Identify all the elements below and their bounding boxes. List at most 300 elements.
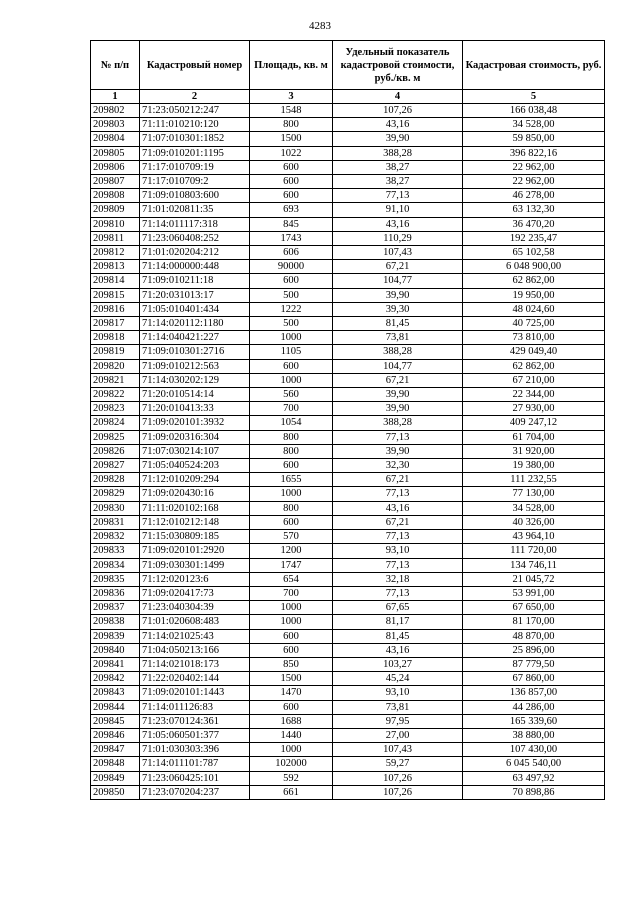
cell-cadastral-number: 71:22:020402:144 (140, 672, 250, 686)
column-header-unit-rate: Удельный показатель кадастровой стоимости, руб./кв. м (333, 41, 463, 90)
cell-cadastral-value: 111 232,55 (463, 473, 605, 487)
cell-unit-rate: 73,81 (333, 331, 463, 345)
table-row (91, 700, 605, 714)
cell-index: 209838 (91, 615, 140, 629)
table-row (91, 743, 605, 757)
cell-index: 209837 (91, 601, 140, 615)
cell-cadastral-number: 71:05:060501:377 (140, 728, 250, 742)
cell-area: 570 (250, 530, 333, 544)
cell-cadastral-number: 71:14:011126:83 (140, 700, 250, 714)
cell-index: 209845 (91, 714, 140, 728)
cell-unit-rate: 81,45 (333, 629, 463, 643)
cell-unit-rate: 67,21 (333, 373, 463, 387)
cell-cadastral-number: 71:14:021018:173 (140, 657, 250, 671)
table-row (91, 260, 605, 274)
cell-cadastral-value: 53 991,00 (463, 586, 605, 600)
cell-index: 209827 (91, 459, 140, 473)
cell-index: 209847 (91, 743, 140, 757)
cell-cadastral-value: 134 746,11 (463, 558, 605, 572)
cell-cadastral-number: 71:14:040421:227 (140, 331, 250, 345)
cell-cadastral-number: 71:14:030202:129 (140, 373, 250, 387)
cell-area: 661 (250, 785, 333, 799)
table-row (91, 558, 605, 572)
cell-cadastral-number: 71:12:010209:294 (140, 473, 250, 487)
table-row (91, 132, 605, 146)
cell-unit-rate: 81,17 (333, 615, 463, 629)
page-number: 4283 (309, 20, 331, 32)
cell-area: 600 (250, 160, 333, 174)
cell-unit-rate: 77,13 (333, 558, 463, 572)
table-header-row (91, 41, 605, 90)
cell-cadastral-number: 71:23:070124:361 (140, 714, 250, 728)
cell-unit-rate: 39,90 (333, 402, 463, 416)
cell-index: 209804 (91, 132, 140, 146)
cell-cadastral-value: 6 045 540,00 (463, 757, 605, 771)
cell-index: 209839 (91, 629, 140, 643)
cell-index: 209811 (91, 231, 140, 245)
cell-index: 209803 (91, 118, 140, 132)
cell-unit-rate: 97,95 (333, 714, 463, 728)
cell-cadastral-value: 22 344,00 (463, 388, 605, 402)
column-number-5: 5 (463, 90, 605, 104)
cell-unit-rate: 43,16 (333, 643, 463, 657)
cell-cadastral-value: 40 725,00 (463, 317, 605, 331)
cell-area: 500 (250, 288, 333, 302)
cell-cadastral-number: 71:23:060425:101 (140, 771, 250, 785)
cell-cadastral-value: 63 497,92 (463, 771, 605, 785)
cell-unit-rate: 38,27 (333, 175, 463, 189)
cell-area: 1548 (250, 104, 333, 118)
cell-area: 1222 (250, 302, 333, 316)
table-row (91, 657, 605, 671)
cell-unit-rate: 107,26 (333, 771, 463, 785)
cell-cadastral-number: 71:09:020101:1443 (140, 686, 250, 700)
cell-area: 1000 (250, 331, 333, 345)
cell-cadastral-number: 71:23:060408:252 (140, 231, 250, 245)
cell-unit-rate: 43,16 (333, 118, 463, 132)
table-row (91, 771, 605, 785)
cell-cadastral-number: 71:05:010401:434 (140, 302, 250, 316)
cell-area: 600 (250, 459, 333, 473)
cell-unit-rate: 32,30 (333, 459, 463, 473)
cell-cadastral-value: 62 862,00 (463, 274, 605, 288)
cell-index: 209813 (91, 260, 140, 274)
cell-unit-rate: 67,21 (333, 515, 463, 529)
cell-cadastral-number: 71:01:030303:396 (140, 743, 250, 757)
cell-unit-rate: 77,13 (333, 189, 463, 203)
cell-cadastral-number: 71:09:010212:563 (140, 359, 250, 373)
cell-cadastral-value: 87 779,50 (463, 657, 605, 671)
cell-unit-rate: 104,77 (333, 274, 463, 288)
cell-cadastral-value: 396 822,16 (463, 146, 605, 160)
cell-index: 209848 (91, 757, 140, 771)
cell-cadastral-number: 71:23:040304:39 (140, 601, 250, 615)
table-row (91, 672, 605, 686)
cell-area: 1688 (250, 714, 333, 728)
cell-cadastral-value: 409 247,12 (463, 416, 605, 430)
cell-area: 1500 (250, 132, 333, 146)
cell-index: 209820 (91, 359, 140, 373)
cell-unit-rate: 43,16 (333, 217, 463, 231)
cell-unit-rate: 93,10 (333, 544, 463, 558)
table-row (91, 515, 605, 529)
cell-index: 209823 (91, 402, 140, 416)
cell-cadastral-number: 71:12:010212:148 (140, 515, 250, 529)
cell-unit-rate: 59,27 (333, 757, 463, 771)
table-row (91, 728, 605, 742)
cell-area: 845 (250, 217, 333, 231)
cell-index: 209834 (91, 558, 140, 572)
cell-cadastral-value: 22 962,00 (463, 160, 605, 174)
cell-cadastral-value: 36 470,20 (463, 217, 605, 231)
cell-unit-rate: 103,27 (333, 657, 463, 671)
cell-area: 693 (250, 203, 333, 217)
cell-area: 800 (250, 430, 333, 444)
cell-area: 1000 (250, 601, 333, 615)
cell-cadastral-number: 71:07:030214:107 (140, 444, 250, 458)
cell-cadastral-value: 27 930,00 (463, 402, 605, 416)
cell-index: 209846 (91, 728, 140, 742)
cell-area: 1440 (250, 728, 333, 742)
table-row (91, 373, 605, 387)
cell-cadastral-number: 71:09:020101:2920 (140, 544, 250, 558)
cell-cadastral-number: 71:11:020102:168 (140, 501, 250, 515)
cell-cadastral-number: 71:17:010709:19 (140, 160, 250, 174)
cell-area: 600 (250, 515, 333, 529)
table-row (91, 203, 605, 217)
cell-unit-rate: 43,16 (333, 501, 463, 515)
table-row (91, 104, 605, 118)
cell-cadastral-value: 48 870,00 (463, 629, 605, 643)
cell-index: 209810 (91, 217, 140, 231)
cell-cadastral-number: 71:14:011117:318 (140, 217, 250, 231)
cell-unit-rate: 39,90 (333, 288, 463, 302)
cell-area: 1000 (250, 373, 333, 387)
cell-cadastral-value: 192 235,47 (463, 231, 605, 245)
cell-index: 209829 (91, 487, 140, 501)
cell-area: 600 (250, 629, 333, 643)
cell-index: 209828 (91, 473, 140, 487)
cell-cadastral-value: 34 528,00 (463, 501, 605, 515)
cell-cadastral-number: 71:15:030809:185 (140, 530, 250, 544)
cell-cadastral-number: 71:09:010211:18 (140, 274, 250, 288)
cell-area: 600 (250, 274, 333, 288)
table-row (91, 643, 605, 657)
cell-cadastral-value: 6 048 900,00 (463, 260, 605, 274)
cell-unit-rate: 38,27 (333, 160, 463, 174)
cell-cadastral-value: 34 528,00 (463, 118, 605, 132)
cell-cadastral-number: 71:04:050213:166 (140, 643, 250, 657)
cell-cadastral-number: 71:20:010413:33 (140, 402, 250, 416)
table-row (91, 274, 605, 288)
table-row (91, 231, 605, 245)
cell-unit-rate: 67,65 (333, 601, 463, 615)
cell-unit-rate: 32,18 (333, 572, 463, 586)
cell-area: 850 (250, 657, 333, 671)
cell-cadastral-number: 71:01:020608:483 (140, 615, 250, 629)
cell-area: 1022 (250, 146, 333, 160)
cell-index: 209805 (91, 146, 140, 160)
cell-area: 606 (250, 246, 333, 260)
cell-unit-rate: 27,00 (333, 728, 463, 742)
table-row (91, 544, 605, 558)
cell-cadastral-value: 107 430,00 (463, 743, 605, 757)
cell-unit-rate: 39,30 (333, 302, 463, 316)
cell-cadastral-value: 136 857,00 (463, 686, 605, 700)
cell-cadastral-value: 67 210,00 (463, 373, 605, 387)
table-row (91, 345, 605, 359)
cell-index: 209818 (91, 331, 140, 345)
cell-unit-rate: 39,90 (333, 132, 463, 146)
cell-index: 209824 (91, 416, 140, 430)
cell-index: 209842 (91, 672, 140, 686)
table-row (91, 459, 605, 473)
cell-cadastral-value: 65 102,58 (463, 246, 605, 260)
column-header-cadastral-number: Кадастровый номер (140, 41, 250, 90)
cell-area: 1000 (250, 487, 333, 501)
cell-area: 800 (250, 118, 333, 132)
cadastral-value-table (90, 40, 605, 800)
cell-cadastral-number: 71:11:010210:120 (140, 118, 250, 132)
table-row (91, 785, 605, 799)
cell-cadastral-value: 31 920,00 (463, 444, 605, 458)
table-row (91, 317, 605, 331)
cell-cadastral-number: 71:23:050212:247 (140, 104, 250, 118)
table-row (91, 359, 605, 373)
cell-index: 209822 (91, 388, 140, 402)
cell-area: 1000 (250, 743, 333, 757)
table-row (91, 686, 605, 700)
cell-area: 1054 (250, 416, 333, 430)
table-row (91, 430, 605, 444)
cell-area: 1743 (250, 231, 333, 245)
cell-unit-rate: 107,26 (333, 104, 463, 118)
table-row (91, 175, 605, 189)
cell-area: 560 (250, 388, 333, 402)
cell-index: 209812 (91, 246, 140, 260)
cell-unit-rate: 107,26 (333, 785, 463, 799)
cell-index: 209833 (91, 544, 140, 558)
column-number-2: 2 (140, 90, 250, 104)
cell-cadastral-number: 71:09:010301:2716 (140, 345, 250, 359)
cell-cadastral-value: 165 339,60 (463, 714, 605, 728)
column-number-3: 3 (250, 90, 333, 104)
cell-cadastral-number: 71:01:020811:35 (140, 203, 250, 217)
cell-area: 800 (250, 501, 333, 515)
cell-unit-rate: 93,10 (333, 686, 463, 700)
cell-index: 209836 (91, 586, 140, 600)
cell-index: 209809 (91, 203, 140, 217)
cell-area: 1500 (250, 672, 333, 686)
cell-unit-rate: 67,21 (333, 473, 463, 487)
table-row (91, 388, 605, 402)
cell-cadastral-value: 38 880,00 (463, 728, 605, 742)
cell-area: 600 (250, 643, 333, 657)
table-row (91, 288, 605, 302)
cell-unit-rate: 45,24 (333, 672, 463, 686)
cell-unit-rate: 91,10 (333, 203, 463, 217)
table-row (91, 714, 605, 728)
cell-cadastral-number: 71:17:010709:2 (140, 175, 250, 189)
cell-unit-rate: 104,77 (333, 359, 463, 373)
cell-cadastral-number: 71:20:031013:17 (140, 288, 250, 302)
cell-cadastral-number: 71:09:020430:16 (140, 487, 250, 501)
cell-area: 1105 (250, 345, 333, 359)
cell-area: 600 (250, 189, 333, 203)
cell-index: 209840 (91, 643, 140, 657)
cell-cadastral-value: 77 130,00 (463, 487, 605, 501)
cell-area: 654 (250, 572, 333, 586)
cell-unit-rate: 107,43 (333, 246, 463, 260)
table-row (91, 331, 605, 345)
cell-cadastral-number: 71:09:020417:73 (140, 586, 250, 600)
cell-cadastral-value: 62 862,00 (463, 359, 605, 373)
cell-cadastral-value: 40 326,00 (463, 515, 605, 529)
cell-cadastral-value: 25 896,00 (463, 643, 605, 657)
cell-area: 800 (250, 444, 333, 458)
cell-area: 1000 (250, 615, 333, 629)
cell-cadastral-number: 71:14:000000:448 (140, 260, 250, 274)
cell-cadastral-value: 73 810,00 (463, 331, 605, 345)
cell-cadastral-number: 71:12:020123:6 (140, 572, 250, 586)
table-row (91, 572, 605, 586)
table-row (91, 615, 605, 629)
cell-area: 600 (250, 175, 333, 189)
cell-cadastral-number: 71:05:040524:203 (140, 459, 250, 473)
cell-index: 209844 (91, 700, 140, 714)
cell-area: 102000 (250, 757, 333, 771)
table-row (91, 444, 605, 458)
cell-cadastral-number: 71:07:010301:1852 (140, 132, 250, 146)
column-number-row (91, 90, 605, 104)
cell-area: 1655 (250, 473, 333, 487)
cell-cadastral-value: 70 898,86 (463, 785, 605, 799)
cell-unit-rate: 77,13 (333, 586, 463, 600)
table-row (91, 487, 605, 501)
cell-cadastral-value: 46 278,00 (463, 189, 605, 203)
cell-cadastral-number: 71:09:010803:600 (140, 189, 250, 203)
cell-unit-rate: 388,28 (333, 416, 463, 430)
table-row (91, 160, 605, 174)
cell-index: 209849 (91, 771, 140, 785)
cell-unit-rate: 388,28 (333, 146, 463, 160)
cell-cadastral-value: 19 950,00 (463, 288, 605, 302)
table-row (91, 530, 605, 544)
cell-index: 209841 (91, 657, 140, 671)
cell-area: 1470 (250, 686, 333, 700)
cell-cadastral-value: 63 132,30 (463, 203, 605, 217)
cell-cadastral-number: 71:09:010201:1195 (140, 146, 250, 160)
column-header-index: № п/п (91, 41, 140, 90)
column-number-4: 4 (333, 90, 463, 104)
cell-cadastral-value: 21 045,72 (463, 572, 605, 586)
cell-cadastral-number: 71:09:020101:3932 (140, 416, 250, 430)
cell-unit-rate: 388,28 (333, 345, 463, 359)
column-header-area: Площадь, кв. м (250, 41, 333, 90)
cell-unit-rate: 67,21 (333, 260, 463, 274)
cell-unit-rate: 110,29 (333, 231, 463, 245)
cell-unit-rate: 107,43 (333, 743, 463, 757)
table-row (91, 402, 605, 416)
column-number-1: 1 (91, 90, 140, 104)
cell-index: 209815 (91, 288, 140, 302)
cell-cadastral-number: 71:14:020112:1180 (140, 317, 250, 331)
table-row (91, 189, 605, 203)
cell-index: 209817 (91, 317, 140, 331)
cell-index: 209821 (91, 373, 140, 387)
table-row (91, 217, 605, 231)
cell-area: 592 (250, 771, 333, 785)
cell-unit-rate: 77,13 (333, 530, 463, 544)
cell-unit-rate: 77,13 (333, 487, 463, 501)
cell-index: 209807 (91, 175, 140, 189)
cell-cadastral-number: 71:01:020204:212 (140, 246, 250, 260)
cell-cadastral-number: 71:09:030301:1499 (140, 558, 250, 572)
cell-cadastral-value: 19 380,00 (463, 459, 605, 473)
table-row (91, 629, 605, 643)
cell-cadastral-value: 429 049,40 (463, 345, 605, 359)
cell-unit-rate: 77,13 (333, 430, 463, 444)
table-row (91, 501, 605, 515)
cell-index: 209843 (91, 686, 140, 700)
cell-cadastral-value: 166 038,48 (463, 104, 605, 118)
cell-cadastral-number: 71:14:021025:43 (140, 629, 250, 643)
cell-index: 209816 (91, 302, 140, 316)
cell-cadastral-value: 48 024,60 (463, 302, 605, 316)
cell-cadastral-value: 22 962,00 (463, 175, 605, 189)
cell-index: 209808 (91, 189, 140, 203)
cell-area: 600 (250, 359, 333, 373)
table-body (91, 104, 605, 800)
cell-cadastral-value: 61 704,00 (463, 430, 605, 444)
column-header-cadastral-value: Кадастровая стоимость, руб. (463, 41, 605, 90)
cell-area: 1200 (250, 544, 333, 558)
cell-area: 500 (250, 317, 333, 331)
table-row (91, 146, 605, 160)
cell-index: 209825 (91, 430, 140, 444)
table-row (91, 601, 605, 615)
cell-unit-rate: 39,90 (333, 388, 463, 402)
cell-index: 209850 (91, 785, 140, 799)
table-row (91, 586, 605, 600)
table-row (91, 757, 605, 771)
cell-unit-rate: 81,45 (333, 317, 463, 331)
cell-index: 209814 (91, 274, 140, 288)
cell-index: 209802 (91, 104, 140, 118)
cell-cadastral-value: 59 850,00 (463, 132, 605, 146)
cell-cadastral-number: 71:20:010514:14 (140, 388, 250, 402)
cell-cadastral-value: 44 286,00 (463, 700, 605, 714)
table-row (91, 416, 605, 430)
cell-area: 600 (250, 700, 333, 714)
cell-cadastral-value: 111 720,00 (463, 544, 605, 558)
cell-index: 209830 (91, 501, 140, 515)
cell-unit-rate: 39,90 (333, 444, 463, 458)
cell-area: 700 (250, 402, 333, 416)
cell-cadastral-value: 81 170,00 (463, 615, 605, 629)
table-row (91, 118, 605, 132)
cell-index: 209835 (91, 572, 140, 586)
cell-index: 209819 (91, 345, 140, 359)
cell-index: 209826 (91, 444, 140, 458)
cell-cadastral-number: 71:23:070204:237 (140, 785, 250, 799)
cell-index: 209806 (91, 160, 140, 174)
table-row (91, 246, 605, 260)
cell-cadastral-number: 71:14:011101:787 (140, 757, 250, 771)
cell-cadastral-value: 67 650,00 (463, 601, 605, 615)
table-row (91, 473, 605, 487)
cell-area: 700 (250, 586, 333, 600)
